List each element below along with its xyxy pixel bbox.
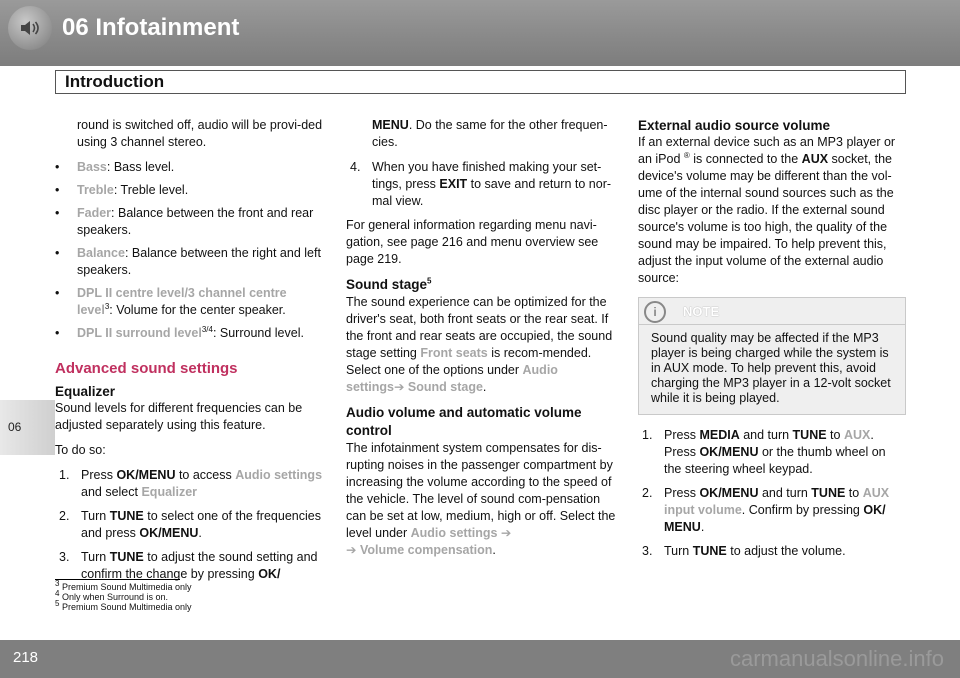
- note-header: [639, 298, 905, 325]
- footnote: $^4$ Only when Surround is on.: [55, 589, 169, 602]
- list-item: • Balance: Balance between the right and left speakers.: [55, 246, 321, 277]
- page-footer: [0, 640, 960, 678]
- list-item: • DPL II centre level/3 channel centre level$^3$: Volume for the center speaker.: [55, 286, 287, 317]
- equalizer-text: Sound levels for different frequencies can be adjusted separately using this feature.: [55, 401, 303, 432]
- margin-strip: [0, 92, 55, 640]
- column-1: [55, 117, 325, 590]
- footnote: $^3$ Premium Sound Multimedia only: [55, 579, 192, 592]
- footnote: $^5$ Premium Sound Multimedia only: [55, 599, 192, 612]
- step-item: 2. Turn TUNE to select one of the frequencies and press OK/MENU.: [59, 509, 321, 540]
- note-label: NOTE: [683, 304, 720, 319]
- footnotes: [55, 579, 315, 612]
- column-3: [638, 117, 906, 567]
- sound-stage-heading: Sound stage$^5$: [346, 276, 432, 292]
- info-icon: i: [644, 301, 666, 323]
- arrow-icon: ➔: [393, 380, 405, 394]
- list-item: • DPL II surround level$^{3/4}$: Surround level.: [55, 324, 304, 340]
- list-item: • Bass: Bass level.: [55, 160, 175, 174]
- external-audio-heading: External audio source volume: [638, 118, 831, 133]
- step-item: 3. Turn TUNE to adjust the volume.: [642, 544, 846, 558]
- step-item: 1. Press OK/MENU to access Audio settings and select Equalizer: [59, 468, 323, 499]
- footnote-divider: [55, 579, 180, 580]
- todo-text: To do so:: [55, 443, 106, 457]
- intro-text: round is switched off, audio will be provi-ded using 3 channel stereo.: [77, 118, 323, 149]
- list-item: • Fader: Balance between the front and rear speakers.: [55, 206, 314, 237]
- chapter-title: 06 Infotainment: [62, 14, 240, 41]
- audio-volume-text: The infotainment system compensates for dis-rupting noises in the passenger compartment by increasing the volume according to the speed of the vehicle. The level of sound com-pensation can be set at low, medium, high or off. Select the level under Audio settings ➔ ➔ Volume compensation.: [346, 441, 616, 557]
- note-text: Sound quality may be affected if the MP3 player is being charged while the system is in AUX mode. To help prevent this, avoid charging the MP3 player in a 12-volt socket while it is being played.: [651, 331, 891, 405]
- external-audio-text: If an external device such as an MP3 player or an iPod ® is connected to the AUX socket, the device's volume may be different than the vol-ume of the internal sound sources such as the disc player or the radio. If the external sound source's volume is too high, the quality of the sound may be impaired. To help prevent this, adjust the input volume of the external audio source:: [638, 135, 896, 285]
- note-box: [638, 297, 906, 415]
- column-2: [346, 117, 616, 567]
- step-item: 1. Press MEDIA and turn TUNE to AUX. Press OK/MENU or the thumb wheel on the steering wheel keypad.: [642, 428, 886, 476]
- arrow-icon: ➔: [346, 543, 357, 557]
- section-title: Introduction: [65, 72, 165, 91]
- speaker-icon: [8, 6, 52, 50]
- page-number: 218: [13, 649, 39, 666]
- general-info-text: For general information regarding menu navi-gation, see page 216 and menu overview see page 219.: [346, 218, 599, 266]
- watermark: carmanualsonline.info: [729, 646, 944, 671]
- advanced-sound-heading: Advanced sound settings: [55, 360, 238, 377]
- chapter-tab-label: 06: [8, 420, 22, 434]
- sound-stage-text: The sound experience can be optimized for the driver's seat, both front seats or the rear seat. If the front and rear seats are occupied, the sound stage setting Front seats is recom-mended. Select one of the options under Audio settings➔ Sound stage.: [346, 295, 613, 394]
- section-bar: [55, 70, 906, 94]
- continuation-text: MENU. Do the same for the other frequen-cies.: [372, 118, 608, 149]
- list-item: • Treble: Treble level.: [55, 183, 189, 197]
- step-item: 2. Press OK/MENU and turn TUNE to AUX input volume. Confirm by pressing OK/ MENU.: [642, 486, 890, 534]
- equalizer-heading: Equalizer: [55, 384, 116, 399]
- step-item: 4. When you have finished making your set-tings, press EXIT to save and return to nor-mal view.: [350, 160, 612, 208]
- audio-volume-heading: Audio volume and automatic volume control: [346, 405, 582, 438]
- arrow-icon: ➔: [500, 526, 512, 540]
- step-item: 3. Turn TUNE to adjust the sound setting and confirm the change by pressing OK/: [59, 550, 318, 581]
- chapter-header: [0, 0, 960, 66]
- chapter-tab: [0, 400, 55, 455]
